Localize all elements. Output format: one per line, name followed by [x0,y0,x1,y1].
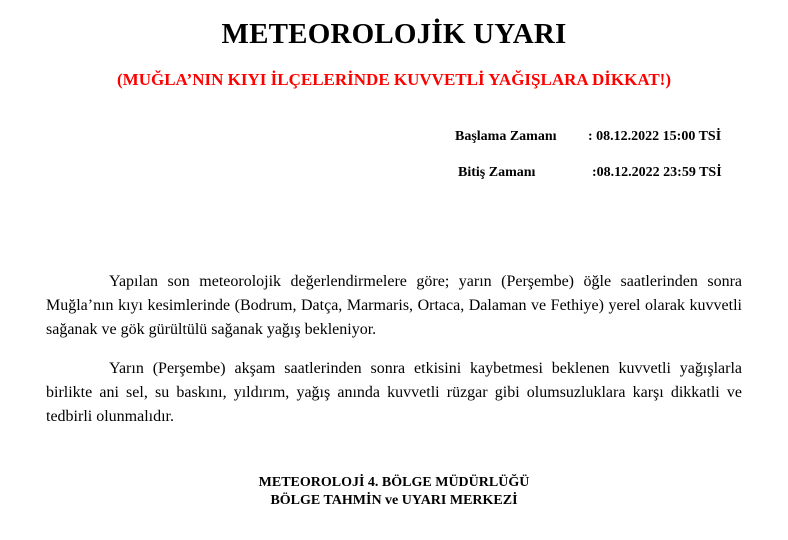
start-time-row [455,129,755,149]
issuer-line-2: BÖLGE TAHMİN ve UYARI MERKEZİ [270,493,518,508]
start-time-value: : 08.12.2022 15:00 TSİ [588,129,722,144]
start-time-label: Başlama Zamanı [455,129,557,144]
body-paragraph-1: Yapılan son meteorolojik değerlendirmelere göre; yarın (Perşembe) öğle saatlerinden sonra Muğla’nın kıyı kesimlerinde (Bodrum, Datça, Marmaris, Ortaca, Dalaman ve Fethiye) yerel olarak kuvvetli sağanak ve gök gürültülü sağanak yağış bekleniyor. [46,273,742,338]
end-time-row [458,165,758,185]
document-subtitle: (MUĞLA’NIN KIYI İLÇELERİNDE KUVVETLİ YAĞIŞLARA DİKKAT!) [117,70,671,89]
issuer-line-1: METEOROLOJİ 4. BÖLGE MÜDÜRLÜĞÜ [258,475,530,490]
end-time-value: :08.12.2022 23:59 TSİ [592,165,722,180]
issuer-block [0,474,788,510]
end-time-label: Bitiş Zamanı [458,165,536,180]
body-paragraph-2: Yarın (Perşembe) akşam saatlerinden sonra etkisini kaybetmesi beklenen kuvvetli yağışlarla birlikte ani sel, su baskını, yıldırım, yağış anında kuvvetli rüzgar gibi olumsuzluklara karşı dikkatli ve tedbirli olunmalıdır. [46,360,742,425]
document-title: METEOROLOJİK UYARI [221,18,567,50]
